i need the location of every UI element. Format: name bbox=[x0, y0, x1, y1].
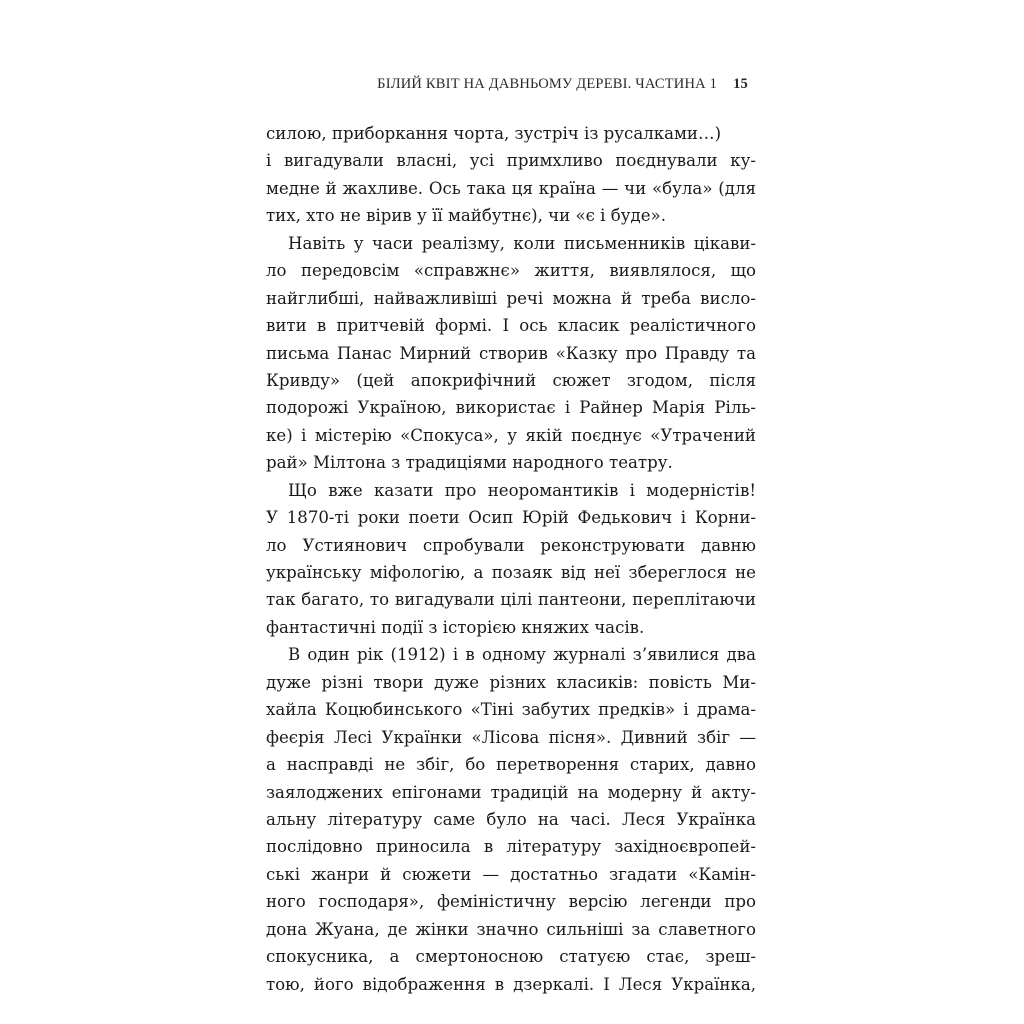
text-line: медне й жахливе. Ось така ця країна — чи «була» (для bbox=[266, 178, 756, 198]
text-line: ного господаря», феміністичну версію легенди про bbox=[266, 892, 756, 912]
text-line: спокусника, а смертоносною статуєю стає, зреш- bbox=[266, 947, 756, 967]
page-number: 15 bbox=[733, 76, 748, 92]
text-line: ло передовсім «справжнє» життя, виявлялося, що bbox=[266, 261, 756, 281]
text-line: а насправді не збіг, бо перетворення старих, давно bbox=[266, 755, 756, 775]
text-line: хайла Коцюбинського «Тіні забутих предків» і драма- bbox=[266, 700, 756, 720]
paragraph-first-line: В один рік (1912) і в одному журналі з’явилися два bbox=[288, 645, 756, 665]
text-line: ло Устиянович спробували реконструювати давню bbox=[266, 535, 756, 555]
text-line: феєрія Лесі Українки «Лісова пісня». Дивний збіг — bbox=[266, 727, 756, 747]
text-line: так багато, то вигадували цілі пантеони, переплітаючи bbox=[266, 590, 756, 610]
body-text bbox=[266, 120, 756, 998]
text-line: тою, його відображення в дзеркалі. І Леся Українка, bbox=[266, 974, 756, 994]
text-line: дуже різні твори дуже різних класиків: повість Ми- bbox=[266, 672, 756, 692]
text-line: подорожі Україною, використає і Райнер Марія Ріль- bbox=[266, 398, 756, 418]
text-line: Кривду» (цей апокрифічний сюжет згодом, після bbox=[266, 370, 756, 390]
text-line: заялоджених епігонами традицій на модерну й акту- bbox=[266, 782, 756, 802]
running-title: БІЛИЙ КВІТ НА ДАВНЬОМУ ДЕРЕВІ. ЧАСТИНА 1 bbox=[377, 76, 718, 92]
text-line: найглибші, найважливіші речі можна й треба висло- bbox=[266, 288, 756, 308]
text-line: рай» Мілтона з традиціями народного театру. bbox=[266, 453, 673, 473]
text-line: письма Панас Мирний створив «Казку про Правду та bbox=[266, 343, 756, 363]
text-line: У 1870-ті роки поети Осип Юрій Федькович і Корни- bbox=[266, 508, 756, 528]
text-line: ські жанри й сюжети — достатньо згадати «Камін- bbox=[266, 864, 756, 884]
paragraph-first-line: Що вже казати про неоромантиків і модерністів! bbox=[288, 480, 756, 500]
text-line: силою, приборкання чорта, зустріч із русалками…) bbox=[266, 124, 722, 143]
text-line: українську міфологію, а позаяк від неї збереглося не bbox=[266, 563, 756, 582]
text-line: альну літературу саме було на часі. Леся Українка bbox=[266, 809, 756, 829]
paragraph-first-line: Навіть у часи реалізму, коли письменників цікави- bbox=[288, 233, 756, 253]
text-line: ке) і містерію «Спокуса», у якій поєднує «Утрачений bbox=[266, 425, 756, 445]
text-line: тих, хто не вірив у її майбутнє), чи «є і буде». bbox=[266, 206, 666, 226]
text-line: фантастичні події з історією княжих часів. bbox=[266, 617, 645, 637]
text-line: послідовно приносила в літературу західноєвропей- bbox=[266, 837, 756, 857]
running-header bbox=[262, 76, 748, 93]
text-line: і вигадували власні, усі примхливо поєднували ку- bbox=[266, 151, 756, 171]
text-line: дона Жуана, де жінки значно сильніші за славетного bbox=[266, 919, 756, 939]
text-line: вити в притчевій формі. І ось класик реалістичного bbox=[266, 316, 756, 336]
